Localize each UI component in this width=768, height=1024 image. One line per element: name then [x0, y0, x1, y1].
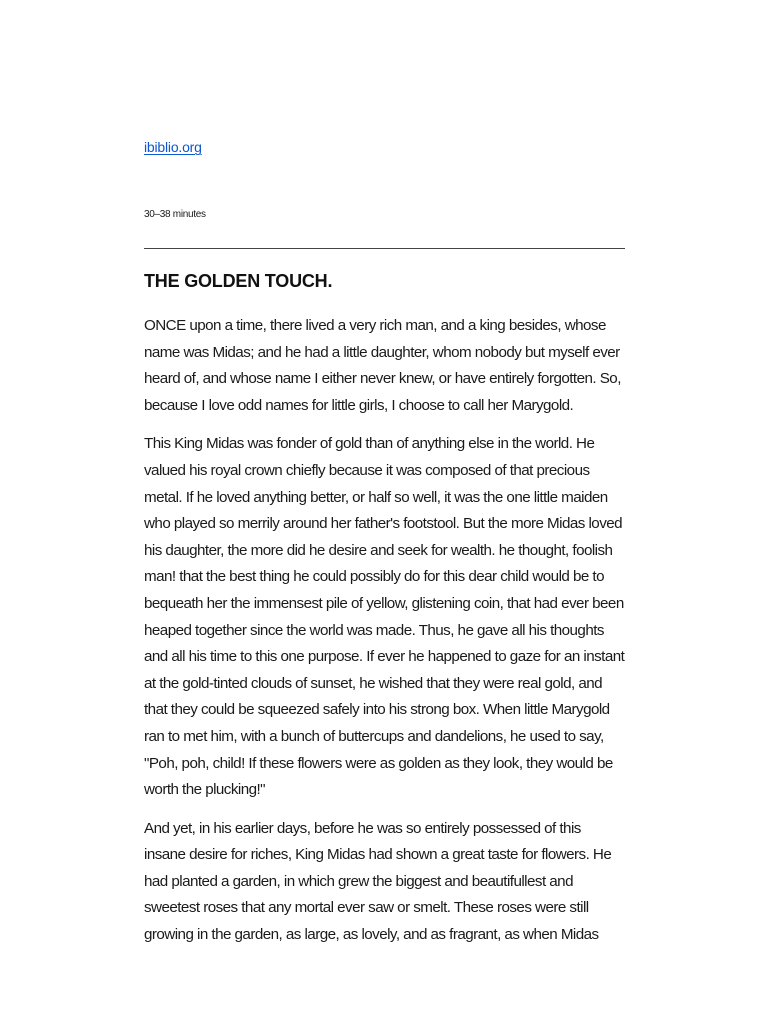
article-paragraph: ONCE upon a time, there lived a very rich man, and a king besides, whose name was Midas; and he had a little daughter, whom nobody but myself ever heard of, and whose name I either never knew, or have entirely forgotten. So, because I love odd names for little girls, I choose to call her Marygold. [144, 317, 621, 414]
reading-time: 30–38 minutes [144, 209, 206, 220]
article-paragraph: This King Midas was fonder of gold than of anything else in the world. He valued his royal crown chiefly because it was composed of that precious metal. If he loved anything better, or half so well, it was the one little maiden who played so merrily around her father's footstool. But the more Midas loved his daughter, the more did he desire and seek for wealth. he thought, foolish man! that the best thing he could possibly do for this dear child would be to bequeath her the immensest pile of yellow, glistening coin, that had ever been heaped together since the world was made. Thus, he gave all his thoughts and all his time to this one purpose. If ever he happened to gaze for an instant at the gold-tinted clouds of sunset, he wished that they were real gold, and that they could be squeezed safely into his strong box. When little Marygold ran to met him, with a bunch of buttercups and dandelions, he used to say, "Poh, poh, child! If these flowers were as golden as they look, they would be worth the plucking!" [144, 435, 625, 799]
header-divider [144, 248, 625, 249]
source-link[interactable]: ibiblio.org [144, 139, 202, 155]
article-body [144, 313, 625, 961]
article-paragraph: And yet, in his earlier days, before he was so entirely possessed of this insane desire for riches, King Midas had shown a great taste for flowers. He had planted a garden, in which grew the biggest and beautifullest and sweetest roses that any mortal ever saw or smelt. These roses were still growing in the garden, as large, as lovely, and as fragrant, as when Midas [144, 819, 612, 944]
article-title: THE GOLDEN TOUCH. [144, 271, 333, 291]
